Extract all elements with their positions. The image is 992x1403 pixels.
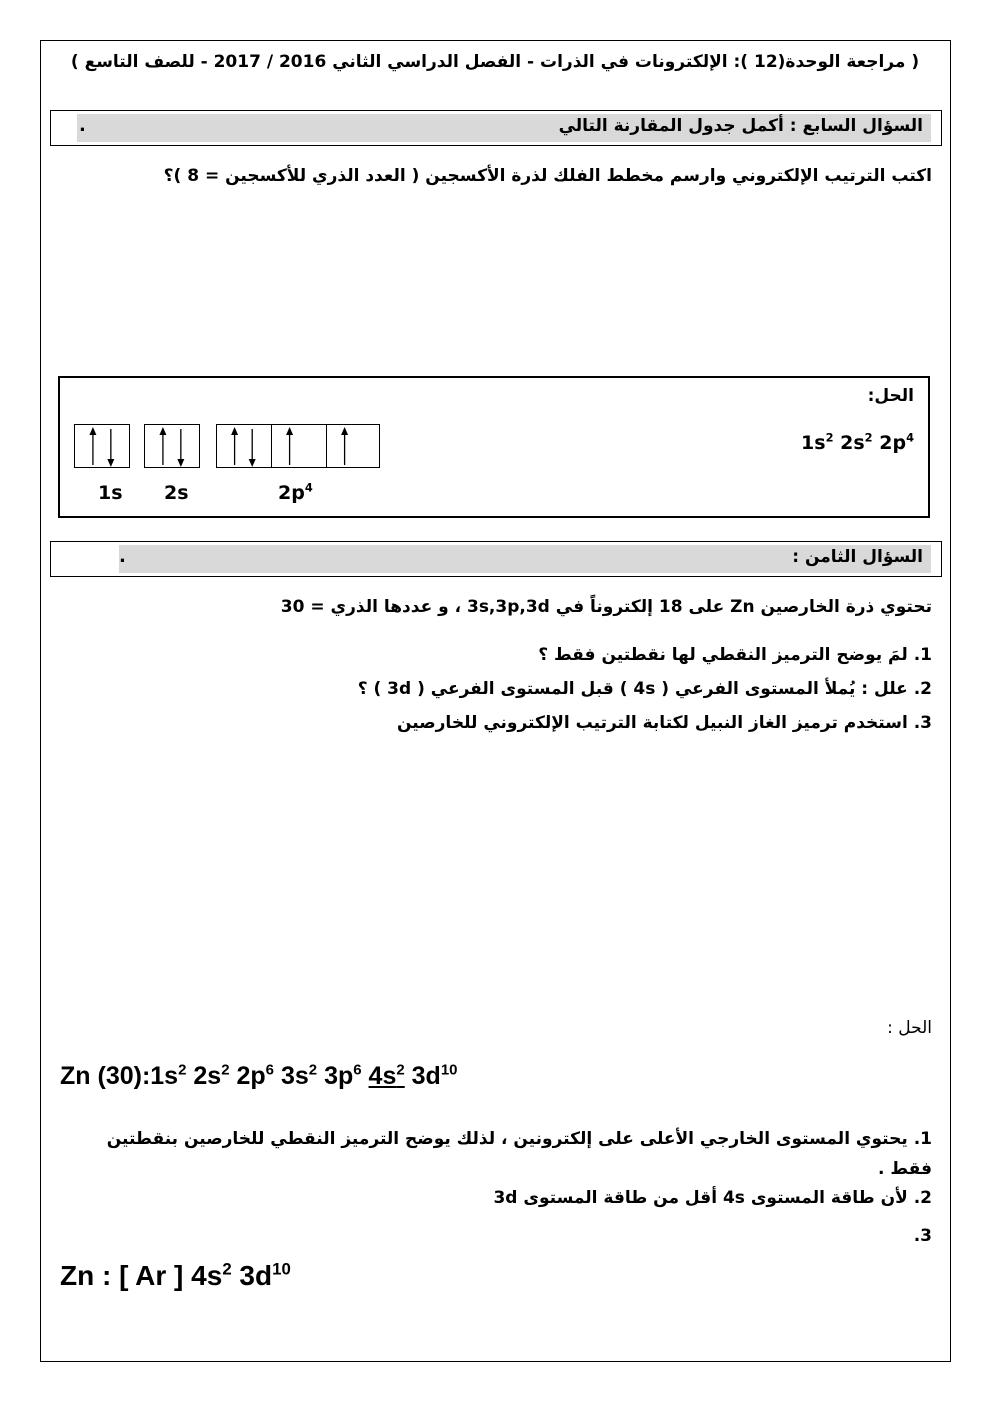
zn-4s-underlined: $4s^2$: [368, 1061, 405, 1090]
orbital-label-1s: 1s: [98, 482, 123, 504]
orbital-box-1s: [74, 424, 130, 468]
orbital-box-2s: [144, 424, 200, 468]
q7-config-term-2: $2s^2$: [840, 430, 873, 454]
orbital-arrows-1s: [75, 425, 131, 469]
orbital-arrows-2s: [145, 425, 201, 469]
q7-title-dot: .: [79, 115, 86, 136]
q8-intro: تحتوي ذرة الخارصين Zn على 18 إلكتروناً في 3s,3p,3d ، و عددها الذري = 30: [280, 597, 932, 617]
q7-solution-label: الحل:: [867, 386, 914, 406]
q8-title-dot: .: [119, 546, 126, 567]
electron-arrow-2-a: [231, 427, 238, 465]
electron-arrow-0-a: [89, 427, 96, 465]
q8-answer-1: 1. يحتوي المستوى الخارجي الأعلى على إلكترونين ، لذلك يوضح الترميز النقطي للخارصين بنقطتين فقط .: [106, 1129, 932, 1179]
q8-title-bar: [50, 541, 942, 577]
electron-arrow-1-b: [177, 429, 184, 467]
electron-arrow-4-a: [341, 427, 348, 465]
q8-question-2: 2. علل : يُملأ المستوى الفرعي ( 4s ) قبل المستوى الفرعي ( 3d ) ؟: [357, 679, 932, 699]
q8-answer-3: 3.: [913, 1226, 932, 1246]
q7-config-term-1: $1s^2$: [801, 430, 834, 454]
q8-question-3: 3. استخدم ترميز الغاز النبيل لكتابة الترتيب الإلكتروني للخارصين: [396, 713, 932, 733]
orbital-box-2p: [216, 424, 380, 468]
q7-question: اكتب الترتيب الإلكتروني وارسم مخطط الفلك لذرة الأكسجين ( العدد الذري للأكسجين = 8 )؟: [163, 166, 932, 186]
q7-electron-configuration: [801, 432, 914, 454]
zn-noble-gas-notation: Zn : [ Ar ] $4s^2$ $3d^{10}$: [60, 1259, 291, 1291]
q7-answer-box: [58, 376, 930, 518]
electron-arrow-0-b: [107, 429, 114, 467]
electron-arrow-3-a: [286, 427, 293, 465]
zn-electron-configuration: Zn $(30):1s^2$ $2s^2$ $2p^6$ $3s^2$ $3p^6$ $4s^2$ $3d^{10}$: [60, 1061, 458, 1090]
electron-arrow-1-a: [159, 427, 166, 465]
orbital-label-2s: 2s: [164, 482, 189, 504]
q7-title: السؤال السابع : أكمل جدول المقارنة التالي: [558, 116, 923, 136]
orbital-label-2p: $2p^4$: [278, 480, 313, 504]
q8-question-1: 1. لمَ يوضح الترميز النقطي لها نقطتين فقط ؟: [538, 645, 932, 665]
q7-config-term-3: $2p^4$: [879, 430, 914, 454]
q8-answer-2: 2. لأن طاقة المستوى 4s أقل من طاقة المستوى 3d: [493, 1188, 932, 1208]
orbital-arrows-2p: [217, 425, 381, 469]
q8-title: السؤال الثامن :: [792, 547, 923, 567]
q8-solution-label: الحل :: [887, 1018, 932, 1038]
page-header: ( مراجعة الوحدة(12 ): الإلكترونات في الذرات - الفصل الدراسي الثاني 2016 / 2017 - للصف التاسع ): [70, 52, 920, 72]
q7-title-bar: [50, 110, 942, 146]
electron-arrow-2-b: [249, 429, 256, 467]
